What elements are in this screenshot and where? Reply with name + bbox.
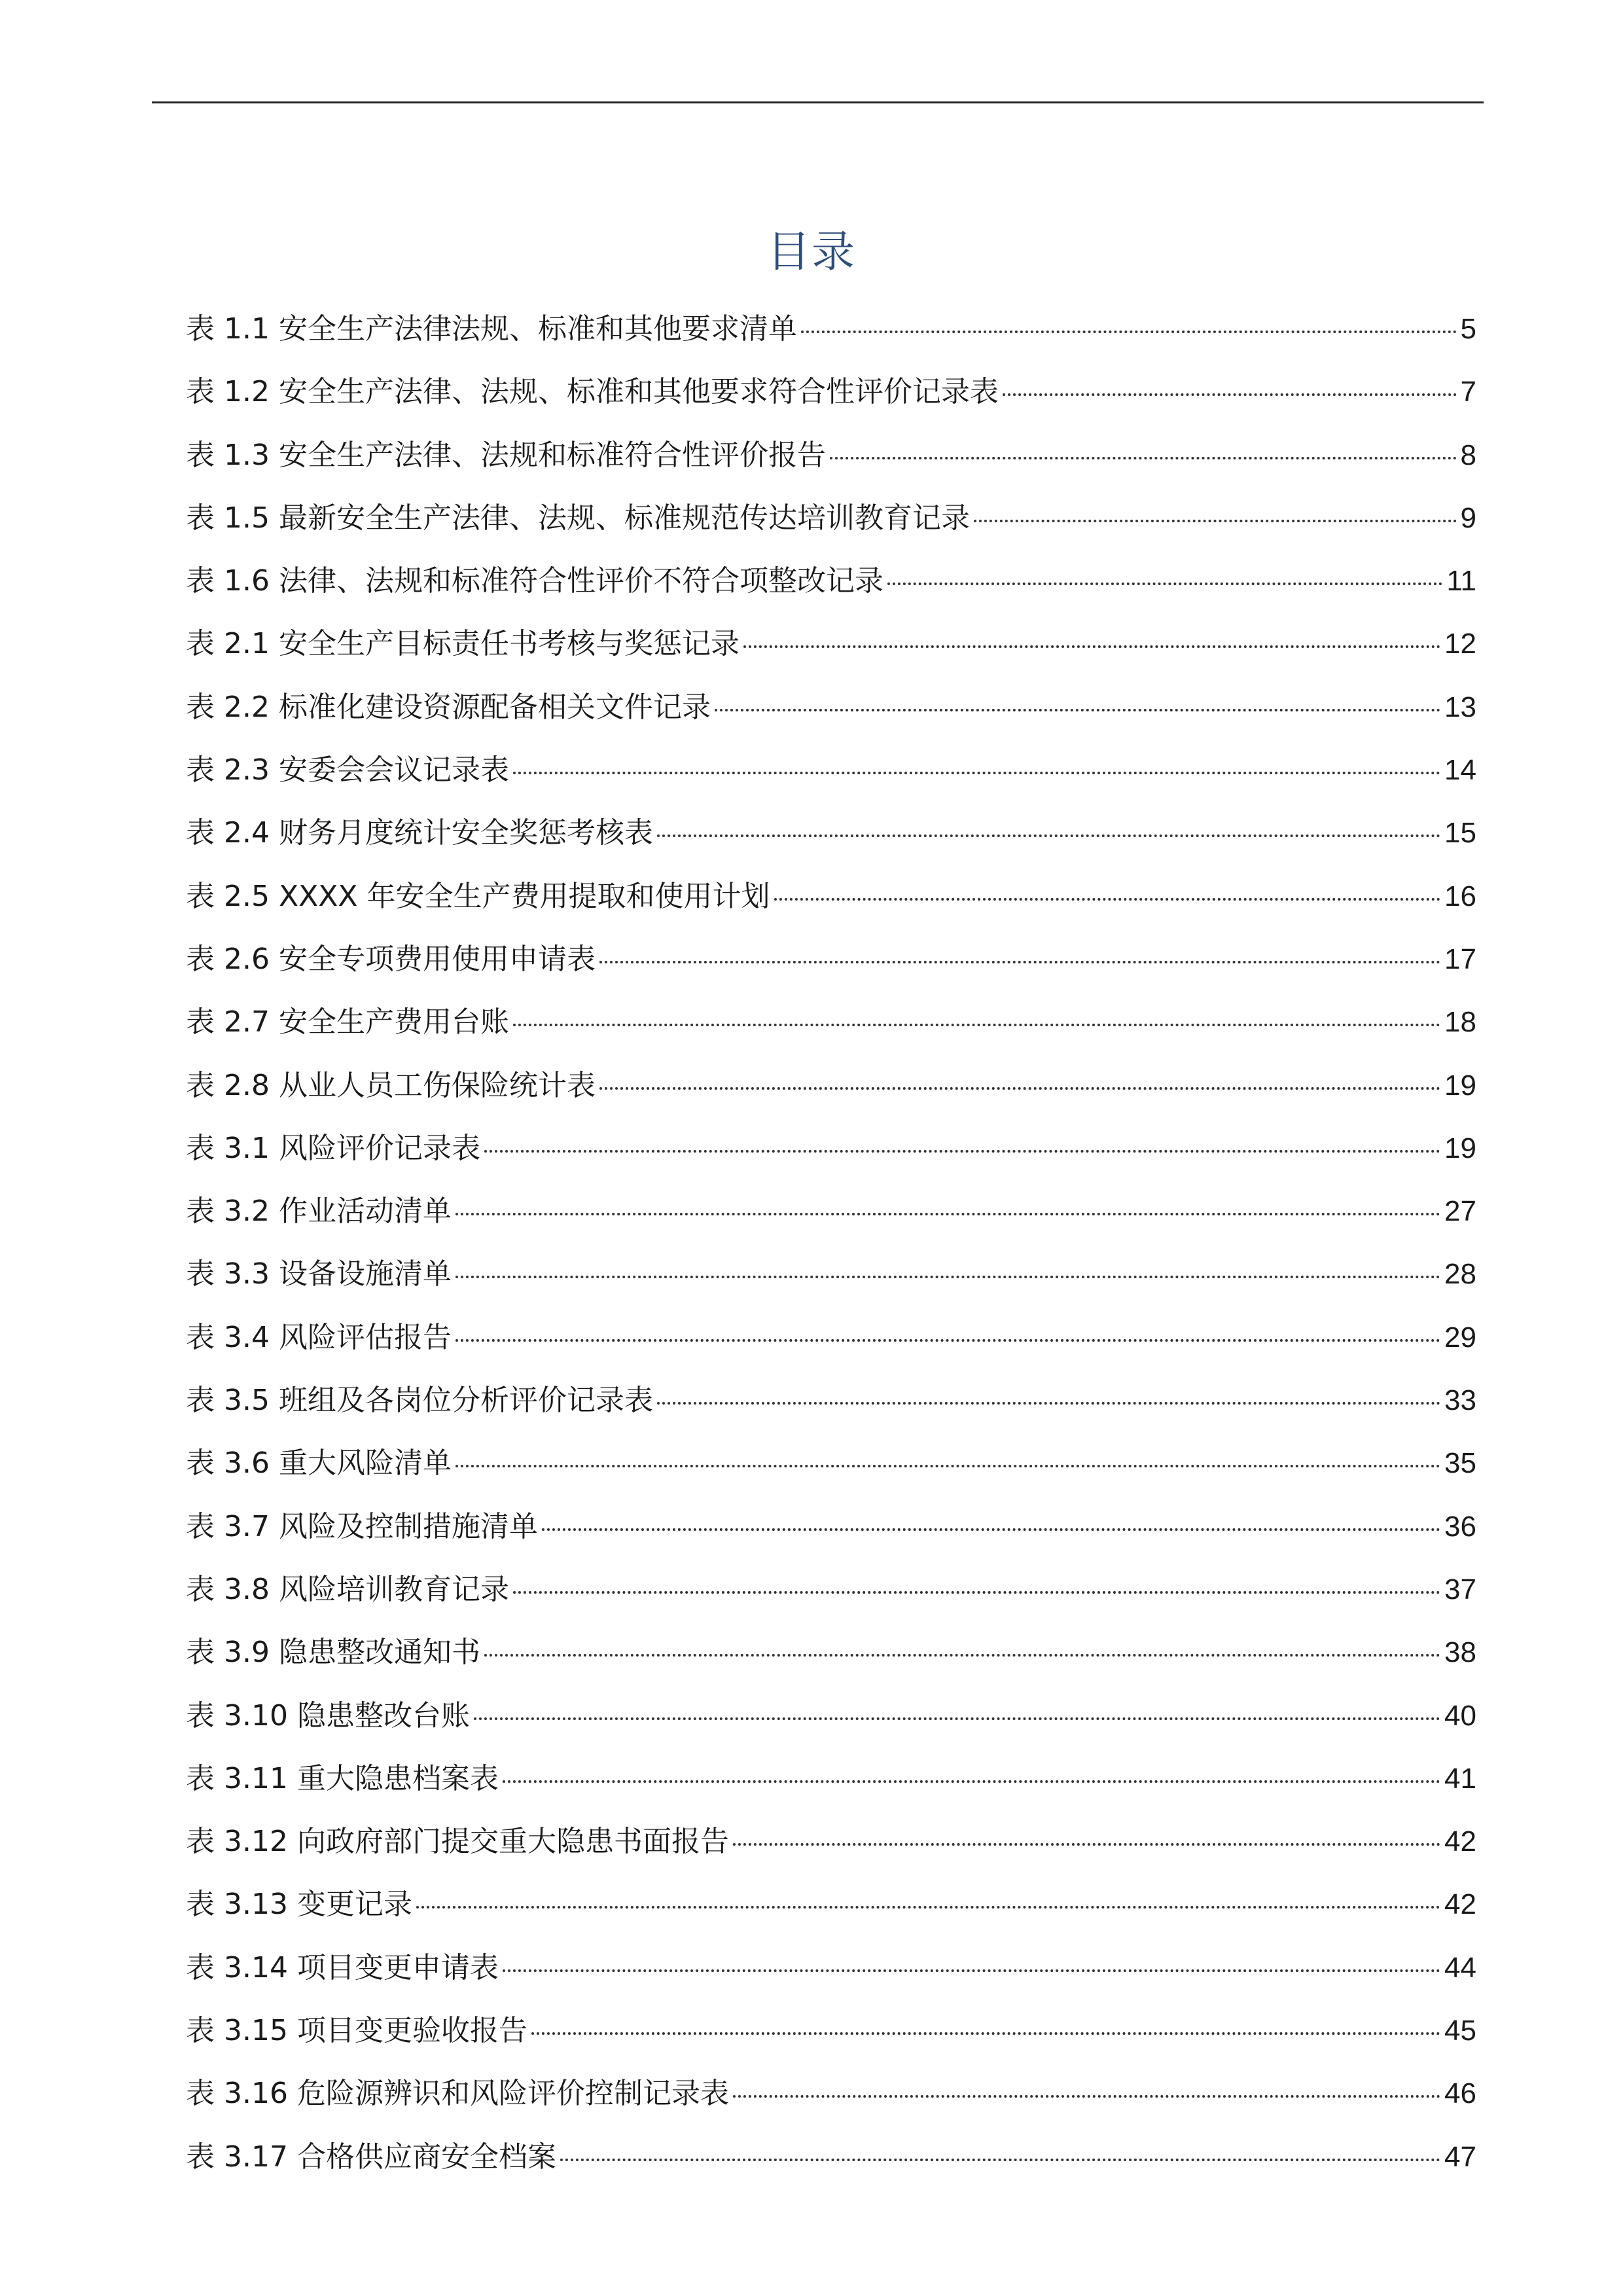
- toc-dot-leader: [599, 961, 1440, 963]
- toc-dot-leader: [503, 1780, 1440, 1783]
- toc-dot-leader: [715, 709, 1440, 711]
- toc-entry-page-number: 40: [1444, 1699, 1476, 1732]
- toc-entry-label: 表 3.10 隐患整改台账: [186, 1698, 470, 1732]
- toc-entry-page-number: 14: [1444, 754, 1476, 787]
- toc-dot-leader: [503, 1969, 1440, 1972]
- toc-entry[interactable]: [186, 550, 1476, 613]
- toc-entry-page-number: 45: [1444, 2015, 1476, 2047]
- toc-entry[interactable]: [186, 1621, 1476, 1684]
- toc-entry-page-number: 36: [1444, 1510, 1476, 1543]
- toc-entry[interactable]: [186, 613, 1476, 675]
- toc-entry-label: 表 3.15 项目变更验收报告: [186, 2014, 527, 2048]
- toc-entry-page-number: 12: [1444, 628, 1476, 660]
- toc-entry-label: 表 3.8 风险培训教育记录: [186, 1572, 509, 1606]
- toc-entry-label: 表 3.13 变更记录: [186, 1888, 412, 1922]
- toc-dot-leader: [974, 520, 1457, 522]
- toc-dot-leader: [560, 2159, 1440, 2161]
- toc-dot-leader: [513, 1024, 1440, 1026]
- toc-entry-label: 表 2.7 安全生产费用台账: [186, 1005, 509, 1039]
- toc-dot-leader: [455, 1465, 1440, 1467]
- toc-entry[interactable]: [186, 1558, 1476, 1621]
- toc-dot-leader: [474, 1717, 1440, 1720]
- toc-entry-label: 表 2.4 财务月度统计安全奖惩考核表: [186, 816, 653, 850]
- toc-entry[interactable]: [186, 361, 1476, 423]
- toc-entry[interactable]: [186, 1873, 1476, 1936]
- toc-dot-leader: [416, 1906, 1440, 1909]
- toc-entry-page-number: 47: [1444, 2140, 1476, 2173]
- toc-entry-label: 表 1.2 安全生产法律、法规、标准和其他要求符合性评价记录表: [186, 375, 999, 409]
- toc-dot-leader: [801, 331, 1457, 333]
- toc-dot-leader: [455, 1339, 1440, 1342]
- toc-entry-page-number: 13: [1444, 691, 1476, 723]
- toc-entry-page-number: 29: [1444, 1321, 1476, 1354]
- toc-dot-leader: [743, 645, 1440, 648]
- toc-entry-page-number: 27: [1444, 1195, 1476, 1228]
- toc-entry[interactable]: [186, 1496, 1476, 1558]
- toc-entry-label: 表 1.6 法律、法规和标准符合性评价不符合项整改记录: [186, 564, 883, 598]
- toc-entry-label: 表 3.5 班组及各岗位分析评价记录表: [186, 1384, 653, 1418]
- toc-dot-leader: [733, 2095, 1440, 2098]
- toc-entry[interactable]: [186, 2000, 1476, 2062]
- toc-entry-label: 表 1.3 安全生产法律、法规和标准符合性评价报告: [186, 438, 826, 472]
- toc-entry-page-number: 44: [1444, 1951, 1476, 1984]
- toc-dot-leader: [1003, 393, 1457, 396]
- toc-entry-label: 表 2.2 标准化建设资源配备相关文件记录: [186, 690, 711, 724]
- toc-dot-leader: [484, 1654, 1440, 1657]
- toc-entry-label: 表 2.8 从业人员工伤保险统计表: [186, 1068, 596, 1102]
- toc-entry[interactable]: [186, 424, 1476, 487]
- toc-entry-page-number: 5: [1460, 313, 1476, 345]
- toc-entry-label: 表 3.16 危险源辨识和风险评价控制记录表: [186, 2077, 729, 2111]
- toc-entry-page-number: 15: [1444, 817, 1476, 850]
- toc-entry-page-number: 38: [1444, 1636, 1476, 1669]
- toc-entry-label: 表 3.2 作业活动清单: [186, 1194, 452, 1229]
- toc-dot-leader: [657, 834, 1440, 837]
- toc-entry-label: 表 2.3 安委会会议记录表: [186, 753, 509, 787]
- toc-entry-page-number: 41: [1444, 1762, 1476, 1795]
- toc-entry-page-number: 37: [1444, 1573, 1476, 1605]
- toc-dot-leader: [599, 1087, 1440, 1090]
- toc-entry[interactable]: [186, 1432, 1476, 1495]
- toc-entry-label: 表 3.3 设备设施清单: [186, 1257, 452, 1291]
- toc-dot-leader: [455, 1276, 1440, 1278]
- toc-entry-page-number: 33: [1444, 1384, 1476, 1417]
- toc-entry-label: 表 3.6 重大风险清单: [186, 1446, 452, 1480]
- toc-entry-page-number: 11: [1446, 565, 1476, 598]
- toc-entry-label: 表 3.4 风险评估报告: [186, 1320, 452, 1354]
- toc-entry-label: 表 2.6 安全专项费用使用申请表: [186, 942, 596, 976]
- toc-entry[interactable]: [186, 1369, 1476, 1432]
- toc-dot-leader: [733, 1843, 1440, 1846]
- toc-entry[interactable]: [186, 928, 1476, 991]
- toc-entry-page-number: 19: [1444, 1132, 1476, 1164]
- toc-entry[interactable]: [186, 1810, 1476, 1873]
- toc-dot-leader: [513, 1591, 1440, 1594]
- toc-entry-label: 表 3.1 风险评价记录表: [186, 1131, 480, 1165]
- toc-entry[interactable]: [186, 1937, 1476, 2000]
- toc-entry-page-number: 42: [1444, 1825, 1476, 1858]
- toc-entry[interactable]: [186, 1054, 1476, 1117]
- toc-entry[interactable]: [186, 802, 1476, 865]
- toc-dot-leader: [830, 457, 1457, 459]
- toc-entry-label: 表 3.9 隐患整改通知书: [186, 1636, 480, 1670]
- toc-entry[interactable]: [186, 2126, 1476, 2189]
- toc-entry-label: 表 3.12 向政府部门提交重大隐患书面报告: [186, 1825, 729, 1859]
- toc-entry-label: 表 3.7 风险及控制措施清单: [186, 1509, 538, 1543]
- toc-entry-page-number: 17: [1444, 942, 1476, 975]
- toc-entry-page-number: 42: [1444, 1888, 1476, 1921]
- toc-entry[interactable]: [186, 1685, 1476, 1748]
- toc-entry[interactable]: [186, 1748, 1476, 1810]
- toc-dot-leader: [455, 1213, 1440, 1215]
- toc-entry-label: 表 2.1 安全生产目标责任书考核与奖惩记录: [186, 627, 740, 661]
- toc-entry-page-number: 7: [1460, 376, 1476, 408]
- toc-entry[interactable]: [186, 2062, 1476, 2125]
- toc-entry[interactable]: [186, 1117, 1476, 1180]
- toc-dot-leader: [531, 2032, 1440, 2035]
- toc-entry-page-number: 9: [1460, 501, 1476, 534]
- toc-list: [186, 298, 1476, 2189]
- toc-entry[interactable]: [186, 991, 1476, 1054]
- toc-dot-leader: [657, 1402, 1440, 1405]
- toc-entry-label: 表 1.1 安全生产法律法规、标准和其他要求清单: [186, 312, 797, 346]
- toc-dot-leader: [513, 772, 1440, 774]
- toc-dot-leader: [542, 1528, 1440, 1531]
- toc-entry[interactable]: [186, 865, 1476, 928]
- toc-entry-page-number: 8: [1460, 439, 1476, 471]
- toc-dot-leader: [887, 583, 1442, 585]
- toc-entry[interactable]: [186, 1180, 1476, 1243]
- toc-entry[interactable]: [186, 739, 1476, 802]
- toc-entry-label: 表 2.5 XXXX 年安全生产费用提取和使用计划: [186, 879, 770, 913]
- toc-dot-leader: [774, 898, 1441, 901]
- header-rule: [152, 101, 1484, 103]
- page-title: 目录: [767, 226, 856, 277]
- toc-entry[interactable]: [186, 1306, 1476, 1369]
- toc-entry-page-number: 19: [1444, 1069, 1476, 1102]
- toc-entry-page-number: 35: [1444, 1447, 1476, 1480]
- toc-entry-page-number: 18: [1444, 1006, 1476, 1039]
- toc-entry[interactable]: [186, 487, 1476, 550]
- toc-entry-label: 表 3.11 重大隐患档案表: [186, 1761, 499, 1795]
- toc-entry-label: 表 3.17 合格供应商安全档案: [186, 2140, 556, 2174]
- toc-entry-page-number: 46: [1444, 2077, 1476, 2110]
- toc-entry-page-number: 28: [1444, 1258, 1476, 1291]
- toc-dot-leader: [484, 1150, 1440, 1153]
- toc-entry-label: 表 3.14 项目变更申请表: [186, 1950, 499, 1984]
- toc-entry[interactable]: [186, 1243, 1476, 1306]
- toc-entry-page-number: 16: [1444, 880, 1476, 912]
- toc-entry[interactable]: [186, 298, 1476, 361]
- toc-entry[interactable]: [186, 676, 1476, 739]
- toc-entry-label: 表 1.5 最新安全生产法律、法规、标准规范传达培训教育记录: [186, 501, 970, 535]
